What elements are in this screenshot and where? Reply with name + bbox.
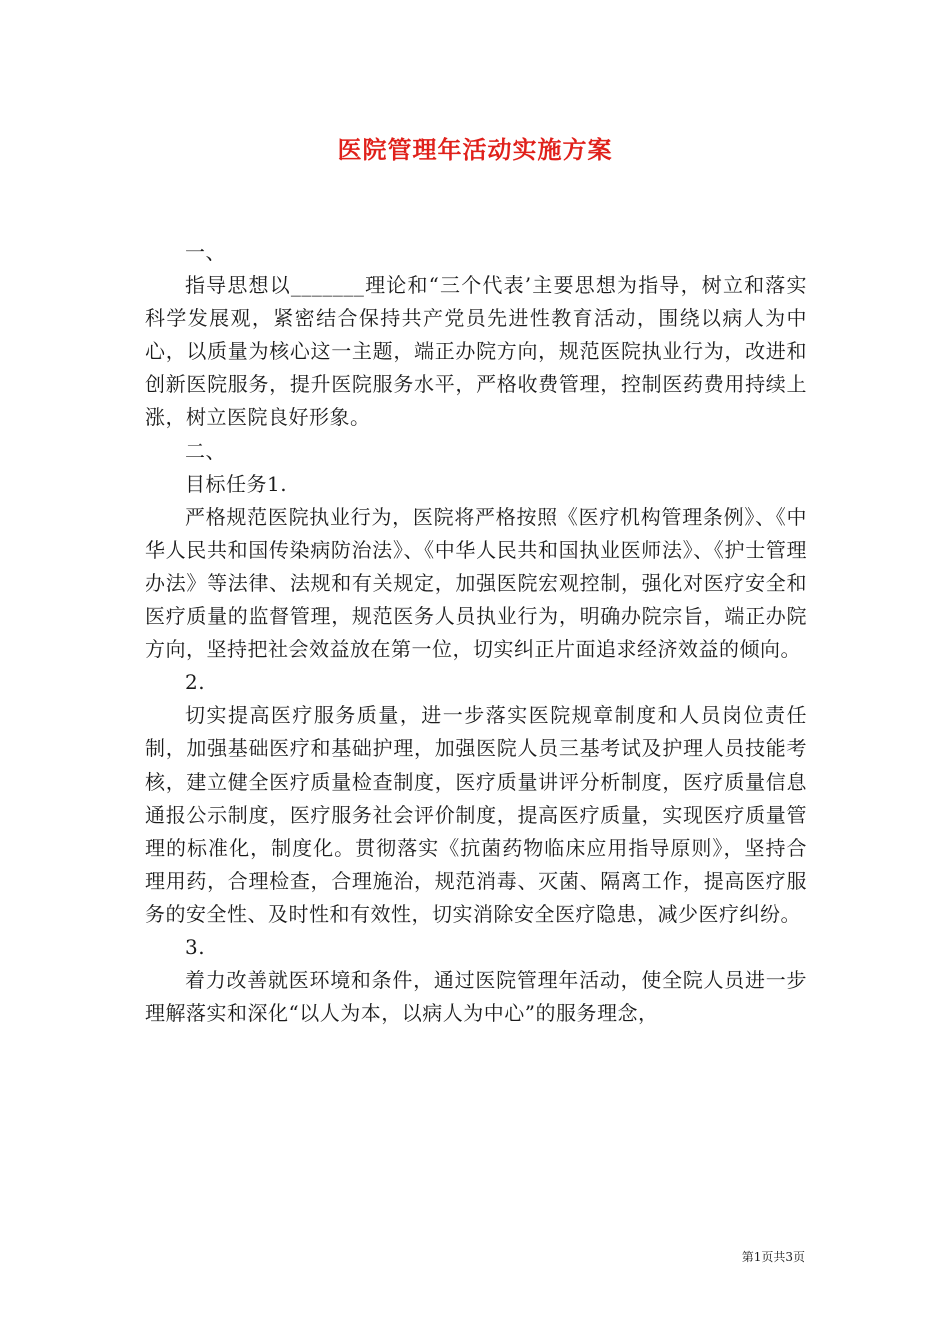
paragraph-guiding-ideology: 指导思想以_______理论和“三个代表’主要思想为指导，树立和落实科学发展观，紧密结合保持共产党员先进性教育活动，围绕以病人为中心，以质量为核心这一主题，端正办院方向，规范医院执业行为，改进和创新医院服务，提升医院服务水平，严格收费管理，控制医药费用持续上涨，树立医院良好形象。 [145, 273, 807, 430]
item-number-2: 2. [185, 670, 206, 695]
paragraph-goal-3: 着力改善就医环境和条件，通过医院管理年活动，使全院人员进一步理解落实和深化“以人为本，以病人为中心”的服务理念， [145, 968, 807, 1026]
item-number-3: 3. [185, 934, 206, 959]
paragraph-goal-1: 严格规范医院执业行为，医院将严格按照《医疗机构管理条例》、《中华人民共和国传染病防治法》、《中华人民共和国执业医师法》、《护士管理办法》等法律、法规和有关规定，加强医院宏观控制，强化对医疗安全和医疗质量的监督管理，规范医务人员执业行为，明确办院宗旨，端正办院方向，坚持把社会效益放在第一位，切实纠正片面追求经济效益的倾向。 [145, 504, 807, 662]
section-heading-goals: 目标任务1. [185, 471, 288, 496]
section-heading-1: 一、 [185, 240, 226, 264]
document-title: 医院管理年活动实施方案 [337, 135, 613, 164]
document-body [145, 236, 807, 1030]
section-heading-2: 二、 [185, 438, 226, 463]
paragraph-goal-2: 切实提高医疗服务质量，进一步落实医院规章制度和人员岗位责任制，加强基础医疗和基础护理，加强医院人员三基考试及护理人员技能考核，建立健全医疗质量检查制度，医疗质量讲评分析制度，医疗质量信息通报公示制度，医疗服务社会评价制度，提高医疗质量，实现医疗质量管理的标准化，制度化。贯彻落实《抗菌药物临床应用指导原则》，坚持合理用药，合理检查，合理施治，规范消毒、灭菌、隔离工作，提高医疗服务的安全性、及时性和有效性，切实消除安全医疗隐患，减少医疗纠纷。 [145, 703, 807, 926]
page-number: 第1页共3页 [741, 1250, 805, 1264]
